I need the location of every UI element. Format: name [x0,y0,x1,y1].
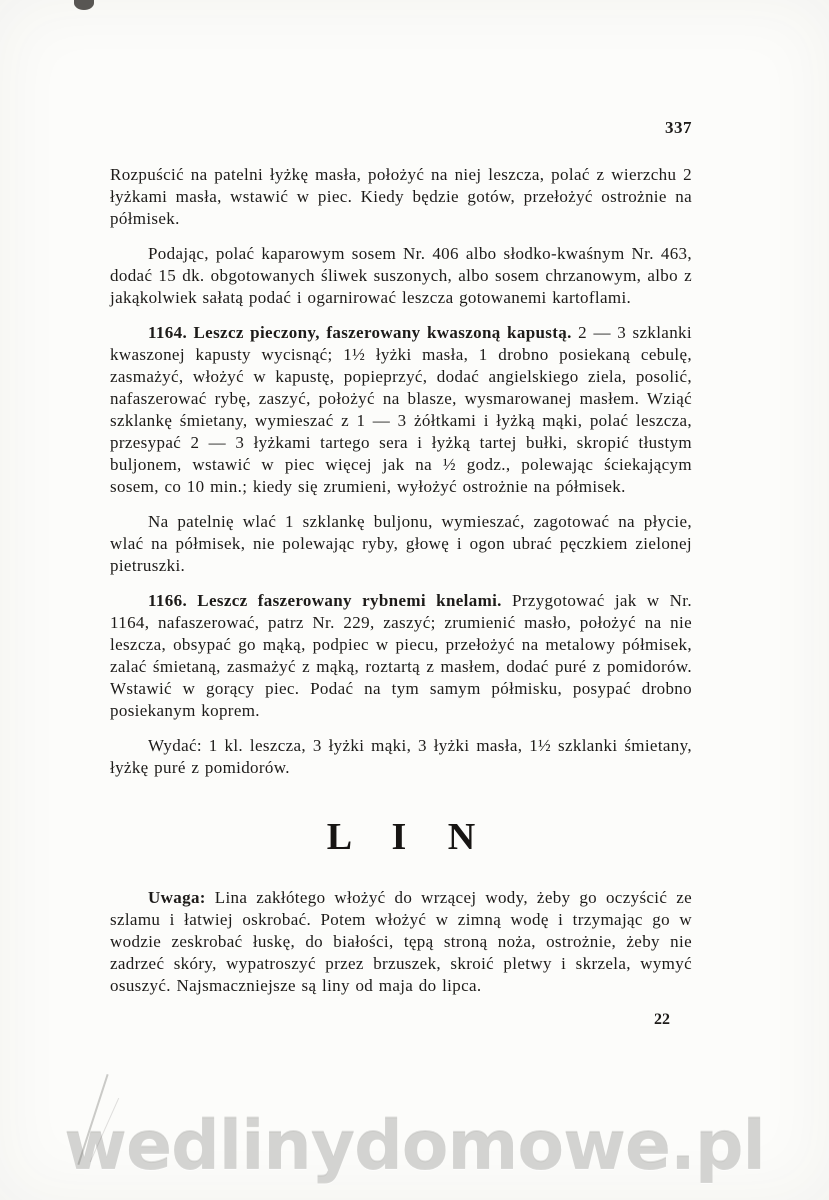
section-heading-lin: L I N [326,816,490,858]
paragraph-sauce-note: Na patelnię wlać 1 szklankę buljonu, wymieszać, zagotować na płycie, wlać na półmisek, nie polewając ryby, głowę i ogon ubrać pęczkiem zielonej pietruszki. [110,512,692,575]
paragraph-ingredients: Wydać: 1 kl. leszcza, 3 łyżki mąki, 3 łyżki masła, 1½ szklanki śmietany, łyżkę puré z pomidorów. [110,736,692,777]
recipe-1166-title: 1166. Leszcz faszerowany rybnemi knelami. [148,591,502,610]
uwaga-label: Uwaga: [148,888,206,907]
paragraph-serving-note: Podając, polać kaparowym sosem Nr. 406 albo słodko-kwaśnym Nr. 463, dodać 15 dk. obgotowanych śliwek suszonych, albo sosem chrzanowym, albo z jakąkolwiek sałatą podać i ogarnirować leszcza gotowanemi kartoflami. [110,244,692,307]
watermark: wedlinydomowe.pl [64,1107,765,1186]
paragraph-continuation: Rozpuścić na patelni łyżkę masła, położyć na niej leszcza, polać z wierzchu 2 łyżkami masła, wstawić w piec. Kiedy będzie gotów, przełożyć ostrożnie na półmisek. [110,165,692,228]
paragraph-uwaga [110,887,692,997]
uwaga-body: Lina zakłótego włożyć do wrzącej wody, żeby go oczyścić ze szlamu i łatwiej oskrobać. Potem włożyć w zimną wodę i trzymając go w wodzie zeskrobać łuskę, do białości, tępą stroną noża, ostrożnie, żeby nie zadrzeć skóry, wypatroszyć przez brzuszek, skroić pletwy i skrzela, wymyć osuszyć. Najsmaczniejsze są liny od maja do lipca. [110,888,692,995]
page-content [110,118,692,1029]
footer-page-number: 22 [654,1011,670,1028]
page-number: 337 [665,118,692,137]
scan-artifact-corner [74,0,94,10]
scan-scratch [90,1098,119,1162]
recipe-1164 [110,322,692,498]
recipe-1164-title: 1164. Leszcz pieczony, faszerowany kwaszoną kapustą. [148,323,572,342]
scan-scratch [77,1074,108,1165]
recipe-1166-body: Przygotować jak w Nr. 1164, nafaszerować, patrz Nr. 229, zaszyć; zrumienić masło, położyć na nie leszcza, obsypać go mąką, podpiec w piecu, przełożyć na metalowy półmisek, zalać śmietaną, zasmażyć z mąką, roztartą z masłem, dodać puré z pomidorów. Wstawić w gorący piec. Podać na tym samym półmisku, posypać drobno posiekanym koprem. [110,591,692,720]
recipe-1166 [110,590,692,722]
recipe-1164-body: 2 — 3 szklanki kwaszonej kapusty wycisnąć; 1½ łyżki masła, 1 drobno posiekaną cebulę, zasmażyć, włożyć w kapustę, popieprzyć, dodać angielskiego ziela, posolić, nafaszerować rybę, zaszyć, położyć na blasze, wysmarowanej masłem. Wziąć szklankę śmietany, wymieszać z 1 — 3 żółtkami i łyżką mąki, polać leszcza, przesypać 2 — 3 łyżkami tartego sera i łyżką tartej bułki, skropić tłustym buljonem, wstawić w piec więcej jak na ½ godz., polewając ściekającym sosem, co 10 min.; kiedy się zrumieni, wyłożyć ostrożnie na półmisek. [110,323,692,496]
